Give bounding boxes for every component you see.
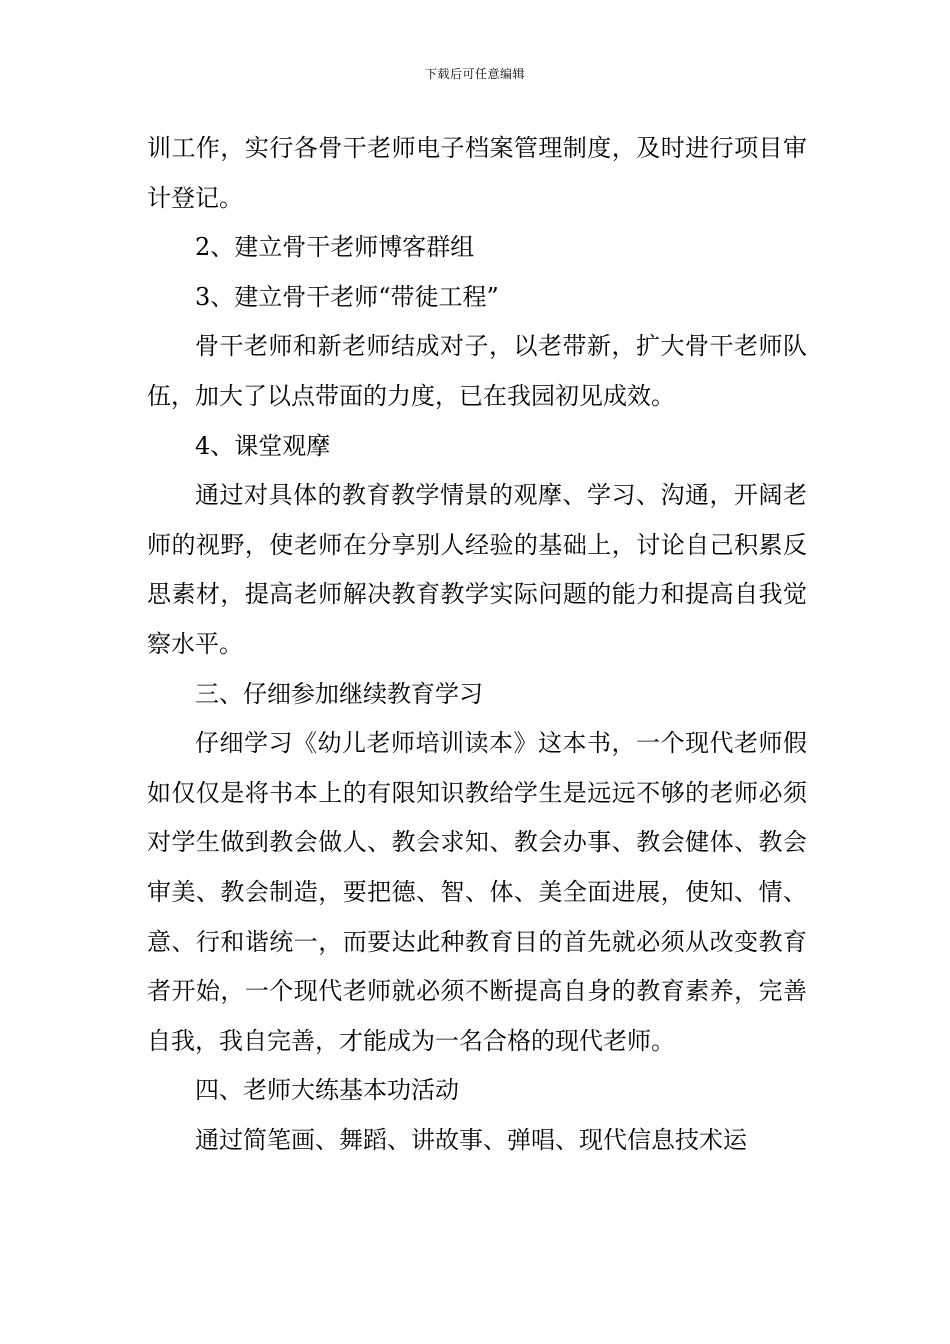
list-item-heading: 3、建立骨干老师“带徒工程” xyxy=(195,282,499,311)
list-item-heading: 4、课堂观摩 xyxy=(195,431,331,460)
page-header: 下载后可任意编辑 xyxy=(424,67,525,81)
paragraph: 通过简笔画、舞蹈、讲故事、弹唱、现代信息技术运 xyxy=(195,1125,747,1154)
paragraph: 通过对具体的教育教学情景的观摩、学习、沟通，开阔老师的视野，使老师在分享别人经验的基础上，讨论自己积累反思素材，提高老师解决教育教学实际问题的能力和提高自我觉察水平。 xyxy=(147,481,807,658)
document-body xyxy=(147,124,807,1165)
paragraph: 训工作，实行各骨干老师电子档案管理制度，及时进行项目审计登记。 xyxy=(147,134,807,212)
list-item-heading: 2、建立骨干老师博客群组 xyxy=(195,233,475,262)
paragraph: 仔细学习《幼儿老师培训读本》这本书，一个现代老师假如仅仅是将书本上的有限知识教给学生是远远不够的老师必须对学生做到教会做人、教会求知、教会办事、教会健体、教会审美、教会制造，要把德、智、体、美全面进展，使知、情、意、行和谐统一，而要达此种教育目的首先就必须从改变教育者开始，一个现代老师就必须不断提高自身的教育素养，完善自我，我自完善，才能成为一名合格的现代老师。 xyxy=(147,729,807,1055)
section-heading: 四、老师大练基本功活动 xyxy=(195,1076,459,1105)
paragraph: 骨干老师和新老师结成对子，以老带新，扩大骨干老师队伍，加大了以点带面的力度，已在我园初见成效。 xyxy=(147,332,807,410)
section-heading: 三、仔细参加继续教育学习 xyxy=(195,679,483,708)
